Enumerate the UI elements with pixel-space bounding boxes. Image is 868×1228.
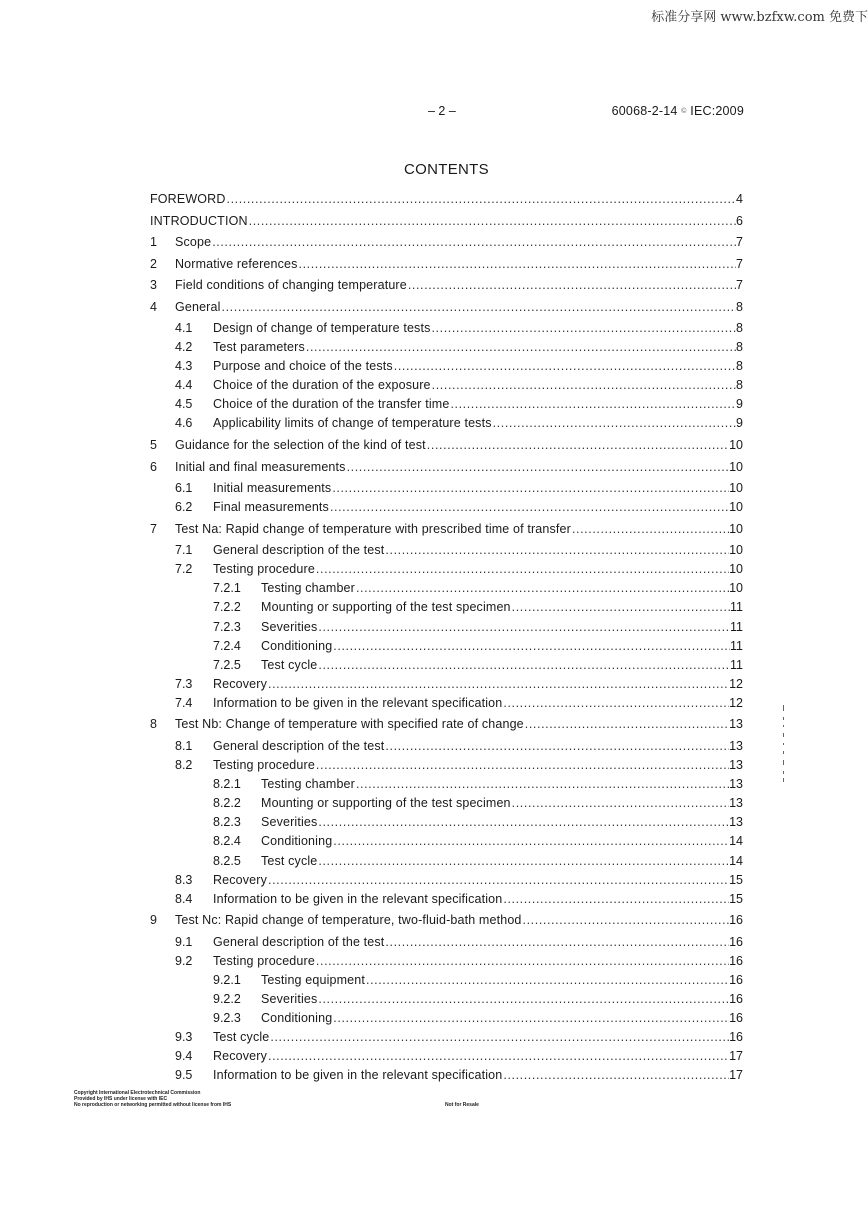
- dot-leader: [356, 776, 729, 792]
- toc-entry-title: Recovery: [213, 677, 267, 691]
- toc-entry-title: Design of change of temperature tests: [213, 321, 431, 335]
- toc-entry[interactable]: [0, 657, 868, 673]
- toc-entry-page: 8: [736, 340, 743, 354]
- toc-entry-title: Choice of the duration of the transfer time: [213, 397, 450, 411]
- toc-entry-title: Scope: [175, 235, 212, 249]
- toc-entry[interactable]: [0, 191, 868, 207]
- not-for-resale-label: Not for Resale: [445, 1102, 479, 1108]
- toc-entry-number: 4: [150, 300, 157, 314]
- toc-entry-page: 10: [729, 481, 743, 495]
- toc-entry-title: Test parameters: [213, 340, 305, 354]
- dot-leader: [356, 580, 729, 596]
- toc-entry-page: 13: [729, 815, 743, 829]
- dot-leader: [572, 521, 729, 537]
- toc-entry-number: 4.3: [175, 359, 193, 373]
- page-number: – 2 –: [428, 104, 456, 118]
- toc-entry-title: Guidance for the selection of the kind of test: [175, 438, 426, 452]
- toc-entry[interactable]: [0, 521, 868, 537]
- dot-leader: [333, 1010, 729, 1026]
- toc-entry-page: 10: [729, 460, 743, 474]
- toc-entry-title: Recovery: [213, 1049, 267, 1063]
- dot-leader: [450, 396, 736, 412]
- toc-entry-page: 11: [730, 620, 743, 634]
- toc-entry-title: Severities: [261, 620, 318, 634]
- toc-entry-title: INTRODUCTION: [150, 214, 248, 228]
- dot-leader: [512, 795, 729, 811]
- toc-entry-number: 8.1: [175, 739, 193, 753]
- toc-entry[interactable]: [0, 480, 868, 496]
- toc-entry-title: Test cycle: [261, 658, 318, 672]
- toc-entry-number: 9.1: [175, 935, 193, 949]
- toc-entry[interactable]: [0, 561, 868, 577]
- dot-leader: [408, 277, 736, 293]
- toc-entry[interactable]: [0, 1067, 868, 1083]
- dot-leader: [330, 499, 729, 515]
- toc-entry-number: 9.2.1: [213, 973, 241, 987]
- dot-leader: [268, 1048, 729, 1064]
- toc-entry-title: Test Nc: Rapid change of temperature, two-fluid-bath method: [175, 913, 522, 927]
- toc-entry-title: Mounting or supporting of the test specimen: [261, 796, 511, 810]
- page-title: CONTENTS: [404, 161, 489, 178]
- dot-leader: [333, 638, 730, 654]
- toc-entry-title: Field conditions of changing temperature: [175, 278, 407, 292]
- dot-leader: [525, 716, 729, 732]
- toc-entry-page: 7: [736, 235, 743, 249]
- toc-entry-number: 7.2.3: [213, 620, 241, 634]
- toc-entry-page: 13: [729, 777, 743, 791]
- toc-entry-page: 8: [736, 359, 743, 373]
- toc-entry[interactable]: [0, 256, 868, 272]
- toc-entry-page: 13: [729, 717, 743, 731]
- dot-leader: [332, 480, 729, 496]
- toc-entry-page: 9: [736, 416, 743, 430]
- toc-entry[interactable]: [0, 277, 868, 293]
- toc-entry[interactable]: [0, 853, 868, 869]
- document-id: [612, 104, 744, 118]
- toc-entry[interactable]: [0, 912, 868, 928]
- toc-entry-page: 12: [729, 677, 743, 691]
- toc-entry[interactable]: [0, 991, 868, 1007]
- toc-entry[interactable]: [0, 1010, 868, 1026]
- dot-leader: [318, 657, 730, 673]
- toc-entry-number: 7.2.1: [213, 581, 241, 595]
- toc-entry-page: 6: [736, 214, 743, 228]
- toc-entry-title: Information to be given in the relevant specification: [213, 892, 503, 906]
- toc-entry[interactable]: [0, 213, 868, 229]
- toc-entry-page: 13: [729, 739, 743, 753]
- toc-entry-title: Choice of the duration of the exposure: [213, 378, 431, 392]
- toc-entry-number: 9.4: [175, 1049, 193, 1063]
- toc-entry-page: 12: [729, 696, 743, 710]
- margin-scan-marks: [782, 705, 786, 785]
- toc-entry-page: 14: [729, 834, 743, 848]
- toc-entry-title: Conditioning: [261, 1011, 333, 1025]
- toc-entry-title: Severities: [261, 992, 318, 1006]
- document-id-prefix: 60068-2-14: [611, 104, 682, 118]
- toc-entry-page: 16: [729, 954, 743, 968]
- toc-entry[interactable]: [0, 599, 868, 615]
- toc-entry-number: 9.3: [175, 1030, 193, 1044]
- toc-entry-page: 9: [736, 397, 743, 411]
- dot-leader: [212, 234, 736, 250]
- toc-entry-number: 7.2.5: [213, 658, 241, 672]
- toc-entry[interactable]: [0, 1048, 868, 1064]
- toc-entry-number: 8.2.3: [213, 815, 241, 829]
- toc-entry-number: 8.2.2: [213, 796, 241, 810]
- toc-entry-title: Information to be given in the relevant specification: [213, 1068, 503, 1082]
- toc-entry-number: 9.2.2: [213, 992, 241, 1006]
- toc-entry-title: Conditioning: [261, 834, 333, 848]
- toc-entry-page: 11: [730, 658, 743, 672]
- toc-entry-number: 7.2.4: [213, 639, 241, 653]
- dot-leader: [316, 561, 729, 577]
- toc-entry-page: 13: [729, 796, 743, 810]
- toc-entry[interactable]: [0, 542, 868, 558]
- toc-entry[interactable]: [0, 934, 868, 950]
- toc-entry-title: FOREWORD: [150, 192, 226, 206]
- toc-entry-page: 15: [729, 892, 743, 906]
- toc-entry-number: 7.2.2: [213, 600, 241, 614]
- toc-entry-page: 4: [736, 192, 743, 206]
- dot-leader: [249, 213, 736, 229]
- dot-leader: [316, 953, 729, 969]
- toc-entry[interactable]: [0, 833, 868, 849]
- toc-entry[interactable]: [0, 638, 868, 654]
- toc-entry-title: Testing procedure: [213, 758, 315, 772]
- toc-entry[interactable]: [0, 234, 868, 250]
- toc-entry[interactable]: [0, 695, 868, 711]
- toc-entry-page: 8: [736, 378, 743, 392]
- document-id-suffix: IEC:2009: [686, 104, 744, 118]
- toc-entry-title: Test cycle: [261, 854, 318, 868]
- toc-entry-number: 9.2: [175, 954, 193, 968]
- toc-entry[interactable]: [0, 320, 868, 336]
- toc-entry-page: 10: [729, 438, 743, 452]
- copyright-line: Copyright International Electrotechnical Commission: [74, 1090, 201, 1096]
- dot-leader: [299, 256, 737, 272]
- toc-entry-page: 10: [729, 500, 743, 514]
- toc-entry-title: General description of the test: [213, 543, 385, 557]
- toc-entry[interactable]: [0, 580, 868, 596]
- dot-leader: [318, 814, 729, 830]
- dot-leader: [432, 377, 736, 393]
- toc-entry-number: 7.4: [175, 696, 193, 710]
- toc-entry-title: General description of the test: [213, 739, 385, 753]
- toc-entry[interactable]: [0, 738, 868, 754]
- toc-entry-number: 2: [150, 257, 157, 271]
- dot-leader: [385, 738, 729, 754]
- toc-entry-page: 16: [729, 913, 743, 927]
- toc-entry-title: Information to be given in the relevant specification: [213, 696, 503, 710]
- toc-entry-page: 17: [729, 1049, 743, 1063]
- copyright-footer: [74, 1090, 231, 1108]
- toc-entry-page: 10: [729, 522, 743, 536]
- toc-entry[interactable]: [0, 872, 868, 888]
- dot-leader: [268, 872, 729, 888]
- toc-entry-number: 4.6: [175, 416, 193, 430]
- dot-leader: [427, 437, 729, 453]
- dot-leader: [385, 934, 729, 950]
- toc-entry-page: 16: [729, 973, 743, 987]
- toc-entry[interactable]: [0, 459, 868, 475]
- toc-entry-page: 16: [729, 1011, 743, 1025]
- toc-entry-page: 16: [729, 1030, 743, 1044]
- toc-entry-number: 4.5: [175, 397, 193, 411]
- dot-leader: [318, 619, 730, 635]
- toc-entry[interactable]: [0, 814, 868, 830]
- toc-entry-number: 7.3: [175, 677, 193, 691]
- toc-entry-page: 14: [729, 854, 743, 868]
- dot-leader: [431, 320, 736, 336]
- toc-entry-title: Normative references: [175, 257, 298, 271]
- dot-leader: [493, 415, 736, 431]
- toc-entry[interactable]: [0, 377, 868, 393]
- dot-leader: [318, 991, 729, 1007]
- toc-entry-number: 7.1: [175, 543, 193, 557]
- toc-entry-title: Purpose and choice of the tests: [213, 359, 393, 373]
- dot-leader: [385, 542, 729, 558]
- toc-entry-number: 8.2: [175, 758, 193, 772]
- toc-entry[interactable]: [0, 776, 868, 792]
- toc-entry-number: 5: [150, 438, 157, 452]
- toc-entry[interactable]: [0, 891, 868, 907]
- dot-leader: [347, 459, 730, 475]
- toc-entry-number: 4.4: [175, 378, 193, 392]
- toc-entry-title: Testing chamber: [261, 581, 355, 595]
- dot-leader: [227, 191, 737, 207]
- copyright-line: Provided by IHS under license with IEC: [74, 1096, 168, 1102]
- toc-entry-title: Final measurements: [213, 500, 329, 514]
- toc-entry-number: 8.4: [175, 892, 193, 906]
- toc-entry-title: Applicability limits of change of temperature tests: [213, 416, 492, 430]
- dot-leader: [270, 1029, 729, 1045]
- toc-entry-page: 7: [736, 257, 743, 271]
- toc-entry[interactable]: [0, 972, 868, 988]
- toc-entry-number: 6.2: [175, 500, 193, 514]
- copyright-line: No reproduction or networking permitted without license from IHS: [74, 1102, 232, 1108]
- toc-entry-title: Mounting or supporting of the test specimen: [261, 600, 511, 614]
- toc-entry-number: 9.2.3: [213, 1011, 241, 1025]
- toc-entry[interactable]: [0, 415, 868, 431]
- toc-entry-number: 8: [150, 717, 157, 731]
- toc-entry-number: 8.2.5: [213, 854, 241, 868]
- toc-entry-title: Conditioning: [261, 639, 333, 653]
- toc-entry-title: General: [175, 300, 221, 314]
- dot-leader: [268, 676, 729, 692]
- copyright-mark: ©: [681, 108, 687, 116]
- dot-leader: [503, 1067, 729, 1083]
- toc-entry-page: 8: [736, 321, 743, 335]
- toc-entry-title: Recovery: [213, 873, 267, 887]
- toc-entry-page: 7: [736, 278, 743, 292]
- dot-leader: [394, 358, 736, 374]
- toc-entry-title: Test Na: Rapid change of temperature with prescribed time of transfer: [175, 522, 571, 536]
- toc-entry-number: 1: [150, 235, 157, 249]
- dot-leader: [366, 972, 729, 988]
- toc-entry-title: Testing procedure: [213, 954, 315, 968]
- toc-entry-title: General description of the test: [213, 935, 385, 949]
- toc-entry-number: 6: [150, 460, 157, 474]
- toc-entry-title: Severities: [261, 815, 318, 829]
- dot-leader: [316, 757, 729, 773]
- toc-entry-number: 4.1: [175, 321, 193, 335]
- toc-entry[interactable]: [0, 299, 868, 315]
- toc-entry[interactable]: [0, 619, 868, 635]
- toc-entry-title: Initial and final measurements: [175, 460, 346, 474]
- toc-entry-number: 3: [150, 278, 157, 292]
- toc-entry[interactable]: [0, 358, 868, 374]
- toc-entry-title: Testing equipment: [261, 973, 366, 987]
- toc-entry[interactable]: [0, 437, 868, 453]
- toc-entry-page: 11: [730, 639, 743, 653]
- page-header: [0, 104, 868, 120]
- dot-leader: [503, 891, 729, 907]
- toc-entry-number: 8.3: [175, 873, 193, 887]
- toc-entry-title: Testing procedure: [213, 562, 315, 576]
- dot-leader: [318, 853, 729, 869]
- toc-entry[interactable]: [0, 795, 868, 811]
- dot-leader: [523, 912, 730, 928]
- dot-leader: [512, 599, 730, 615]
- toc-entry-page: 8: [736, 300, 743, 314]
- toc-entry-page: 15: [729, 873, 743, 887]
- toc-entry-page: 10: [729, 581, 743, 595]
- toc-entry-number: 6.1: [175, 481, 193, 495]
- toc-entry-page: 16: [729, 935, 743, 949]
- toc-entry[interactable]: [0, 499, 868, 515]
- dot-leader: [503, 695, 729, 711]
- toc-entry-title: Test cycle: [213, 1030, 270, 1044]
- toc-entry[interactable]: [0, 716, 868, 732]
- toc-entry-title: Testing chamber: [261, 777, 355, 791]
- toc-entry[interactable]: [0, 757, 868, 773]
- toc-entry[interactable]: [0, 1029, 868, 1045]
- toc-entry-page: 17: [729, 1068, 743, 1082]
- toc-entry[interactable]: [0, 676, 868, 692]
- toc-entry-number: 8.2.1: [213, 777, 241, 791]
- toc-entry-page: 13: [729, 758, 743, 772]
- toc-entry-page: 10: [729, 562, 743, 576]
- toc-entry-number: 4.2: [175, 340, 193, 354]
- toc-entry-page: 16: [729, 992, 743, 1006]
- toc-entry-number: 8.2.4: [213, 834, 241, 848]
- dot-leader: [222, 299, 737, 315]
- toc-entry[interactable]: [0, 339, 868, 355]
- toc-entry-number: 7: [150, 522, 157, 536]
- toc-entry-title: Initial measurements: [213, 481, 332, 495]
- watermark-text: 标准分享网 www.bzfxw.com 免费下: [651, 10, 868, 25]
- toc-entry[interactable]: [0, 396, 868, 412]
- toc-entry-page: 11: [730, 600, 743, 614]
- toc-entry-title: Test Nb: Change of temperature with specified rate of change: [175, 717, 524, 731]
- toc-entry-number: 9.5: [175, 1068, 193, 1082]
- toc-entry-number: 9: [150, 913, 157, 927]
- dot-leader: [306, 339, 736, 355]
- dot-leader: [333, 833, 729, 849]
- toc-entry-number: 7.2: [175, 562, 193, 576]
- toc-entry-page: 10: [729, 543, 743, 557]
- toc-entry[interactable]: [0, 953, 868, 969]
